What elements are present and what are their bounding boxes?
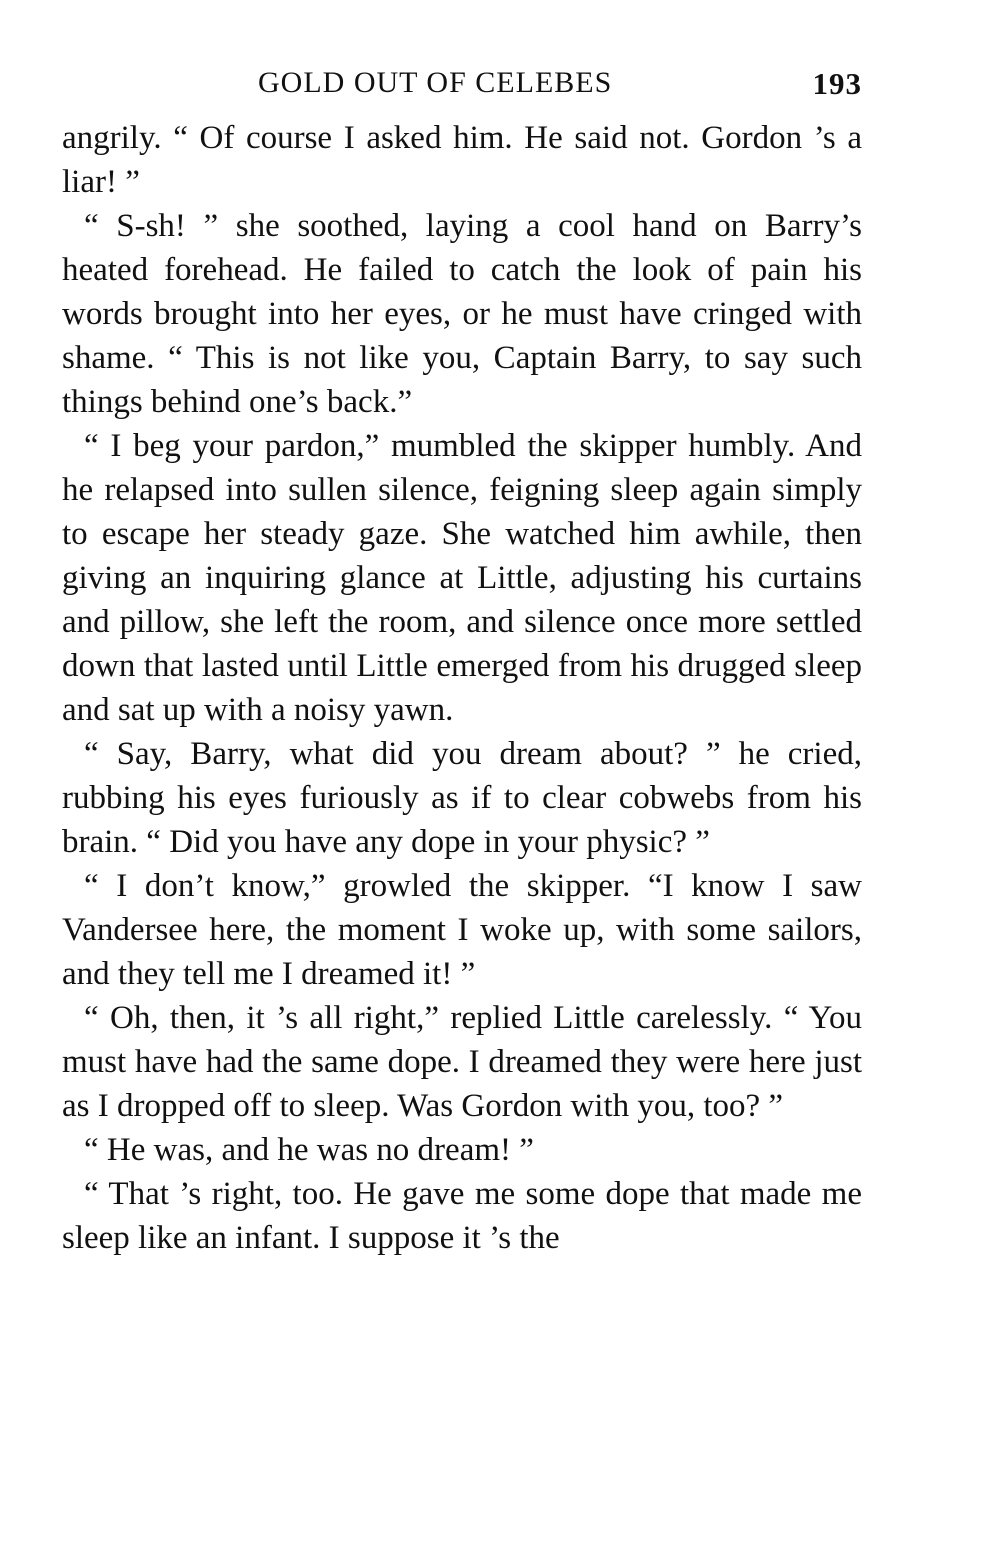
paragraph: “ I don’t know,” growled the skipper. “I know I saw Vandersee here, the moment I woke up, with some sailors, and they tell me I dreamed it! ” <box>62 868 862 992</box>
paragraph: “ Oh, then, it ’s all right,” replied Little carelessly. “ You must have had the same dope. I dreamed they were here just as I dropped off to sleep. Was Gordon with you, too? ” <box>62 1000 862 1124</box>
book-page <box>62 66 862 1260</box>
running-title: GOLD OUT OF CELEBES <box>258 66 613 99</box>
page-number: 193 <box>812 66 862 101</box>
paragraph: “ I beg your pardon,” mumbled the skipper humbly. And he relapsed into sullen silence, feigning sleep again simply to escape her steady gaze. She watched him awhile, then giving an inquiring glance at Little, adjusting his curtains and pillow, she left the room, and silence once more settled down that lasted until Little emerged from his drugged sleep and sat up with a noisy yawn. <box>62 428 862 728</box>
paragraph: “ Say, Barry, what did you dream about? ” he cried, rubbing his eyes furiously as if to clear cobwebs from his brain. “ Did you have any dope in your physic? ” <box>62 736 862 860</box>
paragraph: “ That ’s right, too. He gave me some dope that made me sleep like an infant. I suppose it ’s the <box>62 1176 862 1256</box>
running-head <box>62 66 862 116</box>
paragraph: angrily. “ Of course I asked him. He said not. Gordon ’s a liar! ” <box>62 120 862 200</box>
paragraph: “ S-sh! ” she soothed, laying a cool hand on Barry’s heated forehead. He failed to catch the look of pain his words brought into her eyes, or he must have cringed with shame. “ This is not like you, Captain Barry, to say such things behind one’s back.” <box>62 208 862 420</box>
text-body <box>62 116 862 1260</box>
paragraph: “ He was, and he was no dream! ” <box>84 1132 534 1168</box>
